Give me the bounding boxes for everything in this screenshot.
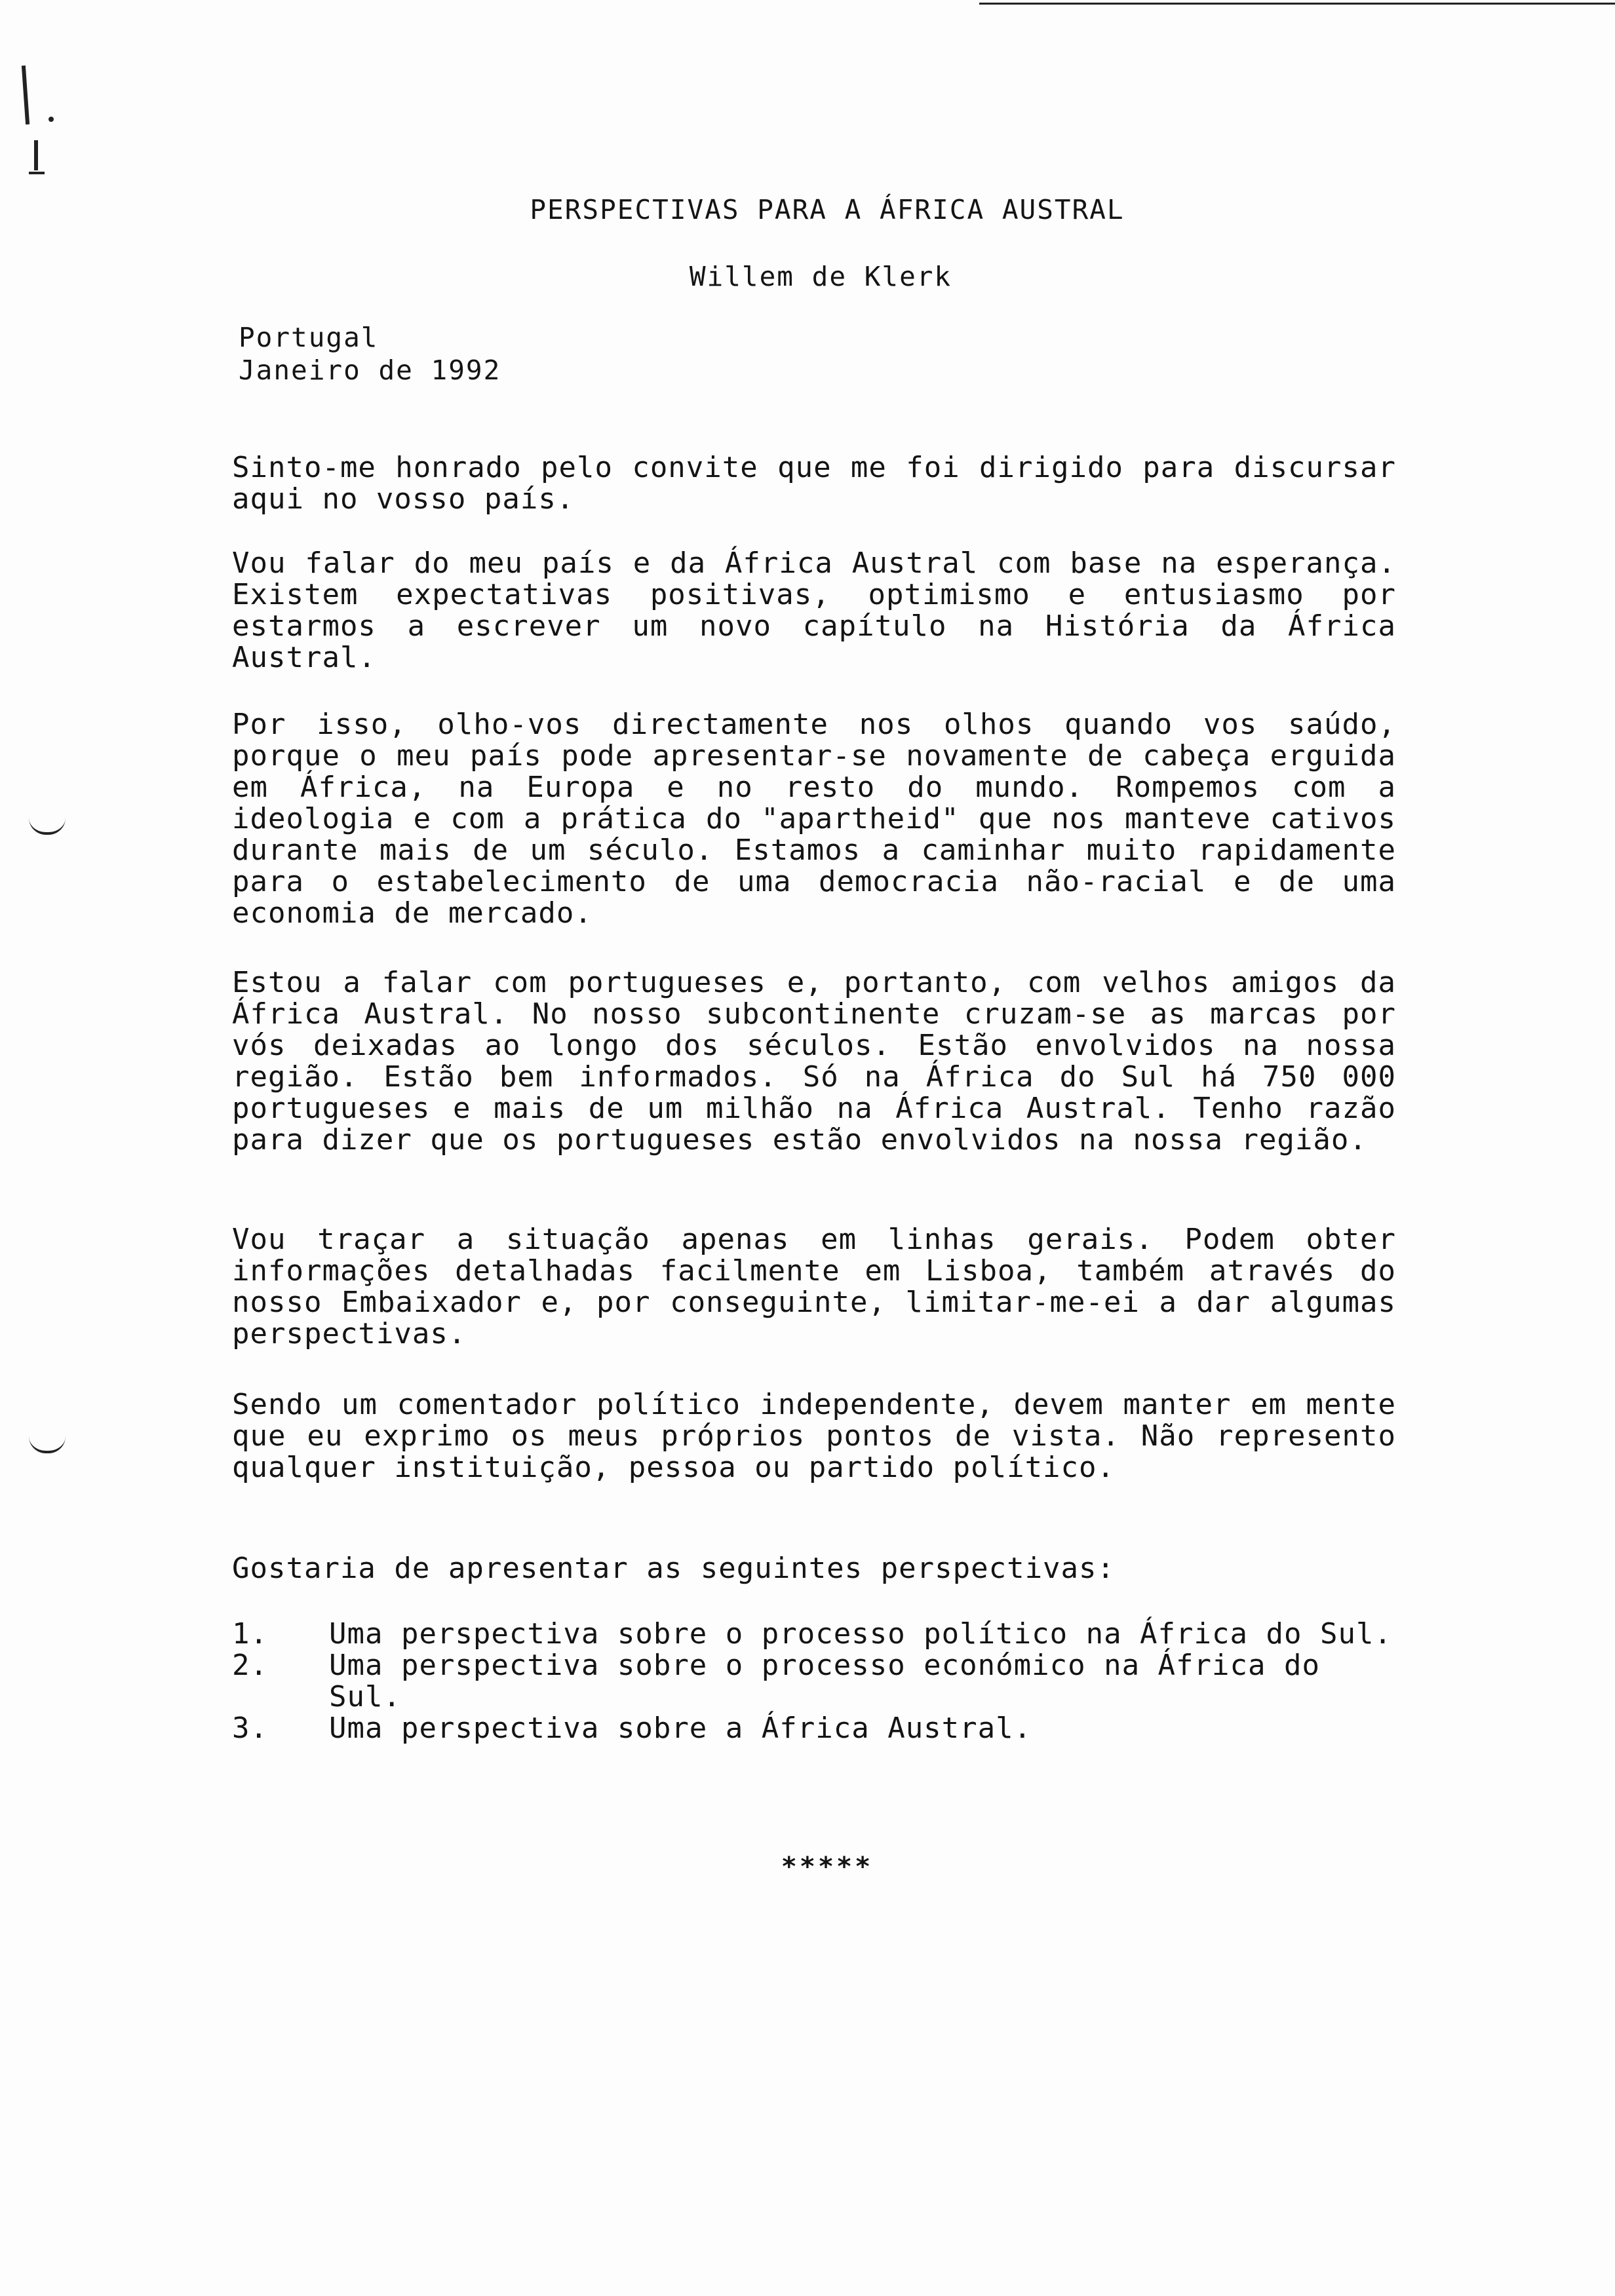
paragraph: Sinto-me honrado pelo convite que me foi dirigido para discursar aqui no vosso país. — [232, 451, 1396, 516]
place: Portugal — [239, 322, 379, 353]
paragraph: Por isso, olho-vos directamente nos olhos quando vos saúdo, porque o meu país pode apresentar-se novamente de cabeça erguida em África, na Europa e no resto do mundo. Rompemos com a ideologia e com a prática do "apartheid" que nos manteve cativos durante mais de um século. Estamos a caminhar muito rapidamente para o estabelecimento de uma democracia não-racial e de uma economia de mercado. — [232, 708, 1396, 930]
margin-tick-mark — [29, 1436, 66, 1453]
margin-pen-mark — [22, 66, 29, 124]
paragraph: Gostaria de apresentar as seguintes perspectivas: — [232, 1552, 1116, 1585]
list-item-number: 1. — [232, 1617, 268, 1651]
margin-pen-mark — [29, 172, 45, 174]
section-separator: ***** — [781, 1852, 874, 1882]
margin-tick-mark — [29, 818, 66, 835]
paragraph: Estou a falar com portugueses e, portanto, com velhos amigos da África Austral. No nosso subcontinente cruzam-se as marcas por vós deixadas ao longo dos séculos. Estão envolvidos na nossa região. Estão bem informados. Só na África do Sul há 750 000 portugueses e mais de um milhão na África Austral. Tenho razão para dizer que os portugueses estão envolvidos na nossa região. — [232, 966, 1396, 1157]
paragraph: Vou falar do meu país e da África Austral com base na esperança. Existem expectativas positivas, optimismo e entusiasmo por estarmos a escrever um novo capítulo na História da África Austral. — [232, 546, 1396, 674]
scan-edge-line — [979, 3, 1615, 5]
list-item-text: Uma perspectiva sobre o processo político na África do Sul. — [329, 1617, 1392, 1651]
margin-pen-dot — [49, 117, 54, 122]
list-item — [232, 1618, 1396, 1650]
list-item-number: 3. — [232, 1712, 268, 1745]
list-item — [232, 1650, 1396, 1713]
list-item-text: Uma perspectiva sobre a África Austral. — [329, 1712, 1032, 1745]
date: Janeiro de 1992 — [239, 354, 501, 386]
paragraph: Sendo um comentador político independente, devem manter em mente que eu exprimo os meus próprios pontos de vista. Não represento qualquer instituição, pessoa ou partido político. — [232, 1388, 1396, 1484]
document-author: Willem de Klerk — [689, 261, 952, 292]
perspectives-list — [232, 1618, 1396, 1744]
place-date-block — [239, 321, 501, 387]
document-title: PERSPECTIVAS PARA A ÁFRICA AUSTRAL — [530, 194, 1125, 225]
list-item-number: 2. — [232, 1649, 268, 1682]
list-item-text: Uma perspectiva sobre o processo económico na África do Sul. — [329, 1649, 1320, 1713]
list-item — [232, 1713, 1396, 1744]
paragraph: Vou traçar a situação apenas em linhas gerais. Podem obter informações detalhadas facilmente em Lisboa, também através do nosso Embaixador e, por conseguinte, limitar-me-ei a dar algumas perspectivas. — [232, 1223, 1396, 1350]
margin-pen-mark — [34, 140, 38, 170]
